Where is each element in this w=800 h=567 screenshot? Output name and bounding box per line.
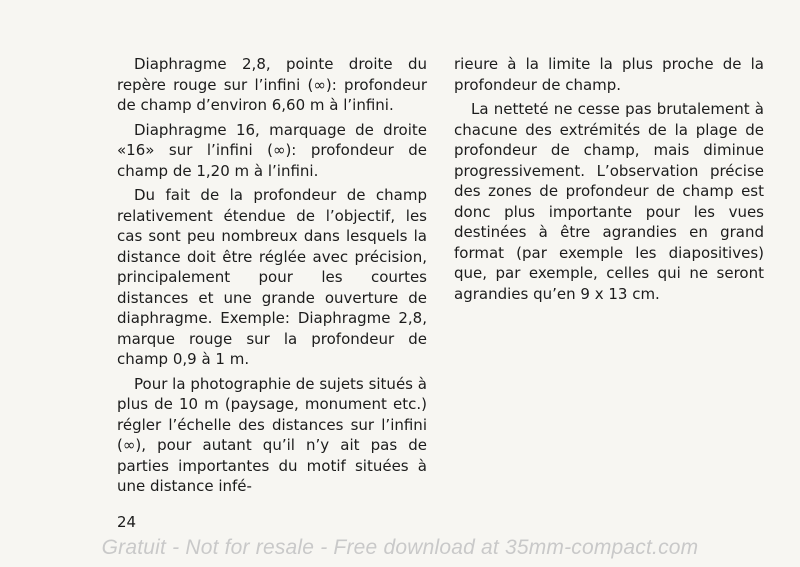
- left-column: [117, 54, 427, 501]
- paragraph-continuation: rieure à la limite la plus proche de la profondeur de champ.: [454, 55, 764, 94]
- watermark: Gratuit - Not for resale - Free download at 35mm-compact.com: [101, 536, 699, 559]
- paragraph-depth-of-field: Du fait de la profondeur de champ relativement étendue de l’objectif, les cas sont peu nombreux dans lesquels la distance doit être réglée avec précision, principalement pour les courtes distances et une grande ouverture de diaphragme. Exemple: Diaphragme 2,8, marque rouge sur la profondeur de champ 0,9 à 1 m.: [117, 186, 427, 368]
- paragraph-sharpness: La netteté ne cesse pas brutalement à chacune des extrémités de la plage de profondeur de champ, mais diminue progressivement. L’observation précise des zones de profondeur de champ est donc plus importante pour les vues destinées à être agrandies en grand format (par exemple les diapositives) que, par exemple, celles qui ne seront agrandies qu’en 9 x 13 cm.: [454, 100, 764, 303]
- paragraph-aperture-16: Diaphragme 16, marquage de droite «16» sur l’infini (∞): profondeur de champ de 1,20 m à l’infini.: [117, 120, 427, 180]
- paragraph-landscape: Pour la photographie de sujets situés à plus de 10 m (paysage, monument etc.) régler l’échelle des distances sur l’infini (∞), pour autant qu’il n’y ait pas de parties importantes du motif situées à une distance infé-: [117, 374, 427, 495]
- right-column: [454, 54, 764, 308]
- paragraph-aperture-2-8: Diaphragme 2,8, pointe droite du repère rouge sur l’infini (∞): profondeur de champ d’environ 6,60 m à l’infini.: [117, 55, 427, 114]
- page-number: 24: [117, 513, 137, 531]
